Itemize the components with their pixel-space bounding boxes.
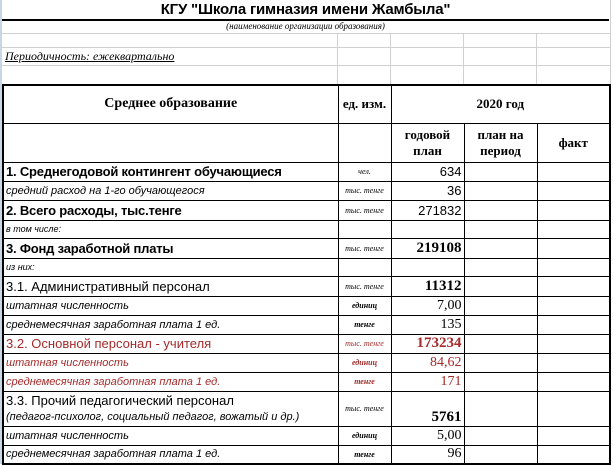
- row-label[interactable]: 3. Фонд заработной платы: [3, 238, 338, 258]
- row-unit[interactable]: единиц: [338, 426, 391, 445]
- row-unit[interactable]: тыс. тенге: [338, 181, 391, 200]
- row-unit[interactable]: тыс. тенге: [338, 334, 391, 353]
- table-row: [3, 296, 610, 315]
- row-label[interactable]: 3.1. Административный персонал: [3, 276, 338, 296]
- table-row: [3, 426, 610, 445]
- row-period-plan[interactable]: [464, 353, 537, 372]
- empty-cell[interactable]: [338, 123, 391, 162]
- row-annual-plan[interactable]: 219108: [391, 238, 464, 258]
- row-label[interactable]: штатная численность: [3, 353, 338, 372]
- row-unit[interactable]: [338, 258, 391, 276]
- row-fact[interactable]: [537, 200, 610, 220]
- row-annual-plan[interactable]: 7,00: [391, 296, 464, 315]
- row-label[interactable]: 3.2. Основной персонал - учителя: [3, 334, 338, 353]
- row-annual-plan[interactable]: 634: [391, 162, 464, 181]
- row-fact[interactable]: [537, 162, 610, 181]
- row-unit[interactable]: тенге: [338, 372, 391, 391]
- row-annual-plan[interactable]: 173234: [391, 334, 464, 353]
- row-period-plan[interactable]: [464, 181, 537, 200]
- header-row-2: [3, 123, 610, 162]
- row-unit[interactable]: [338, 220, 391, 238]
- gridline: [536, 33, 537, 84]
- report-table: [2, 84, 611, 465]
- row-unit[interactable]: тыс. тенге: [338, 276, 391, 296]
- table-row: [3, 181, 610, 200]
- table-row: [3, 353, 610, 372]
- row-fact[interactable]: [537, 258, 610, 276]
- row-label[interactable]: штатная численность: [3, 426, 338, 445]
- row-label[interactable]: среднемесячная заработная плата 1 ед.: [3, 445, 338, 464]
- row-label: 3.3. Прочий педагогический персонал: [6, 392, 234, 408]
- row-annual-plan[interactable]: 271832: [391, 200, 464, 220]
- periodicity-label: Периодичность: ежеквартально: [5, 49, 175, 63]
- table-row: [3, 162, 610, 181]
- row-annual-plan[interactable]: 36: [391, 181, 464, 200]
- row-unit[interactable]: чел.: [338, 162, 391, 181]
- table-row: [3, 200, 610, 220]
- row-unit[interactable]: тыс. тенге: [338, 238, 391, 258]
- row-annual-plan[interactable]: 5761: [391, 391, 464, 426]
- row-period-plan[interactable]: [464, 296, 537, 315]
- row-fact[interactable]: [537, 276, 610, 296]
- row-fact[interactable]: [537, 445, 610, 464]
- row-fact[interactable]: [537, 391, 610, 426]
- row-annual-plan[interactable]: 171: [391, 372, 464, 391]
- row-annual-plan[interactable]: 5,00: [391, 426, 464, 445]
- row-period-plan[interactable]: [464, 258, 537, 276]
- row-fact[interactable]: [537, 238, 610, 258]
- row-annual-plan[interactable]: 84,62: [391, 353, 464, 372]
- row-period-plan[interactable]: [464, 200, 537, 220]
- row-period-plan[interactable]: [464, 220, 537, 238]
- row-fact[interactable]: [537, 315, 610, 334]
- table-row: [3, 238, 610, 258]
- table-row: [3, 315, 610, 334]
- row-unit[interactable]: тыс. тенге: [338, 200, 391, 220]
- row-period-plan[interactable]: [464, 391, 537, 426]
- column-header-unit: ед. изм.: [338, 85, 391, 123]
- row-label-cell[interactable]: [3, 391, 338, 426]
- row-label[interactable]: из них:: [3, 258, 338, 276]
- header-row-1: [3, 85, 610, 123]
- row-label[interactable]: 2. Всего расходы, тыс.тенге: [3, 200, 338, 220]
- gridline: [2, 47, 611, 48]
- row-unit[interactable]: единиц: [338, 353, 391, 372]
- row-fact[interactable]: [537, 296, 610, 315]
- row-annual-plan[interactable]: 135: [391, 315, 464, 334]
- table-row: [3, 372, 610, 391]
- column-header-annual-plan: годовой план: [391, 123, 464, 162]
- table-row: [3, 276, 610, 296]
- org-subtitle: (наименование организации образования): [226, 21, 385, 31]
- row-period-plan[interactable]: [464, 426, 537, 445]
- row-label[interactable]: в том числе:: [3, 220, 338, 238]
- row-fact[interactable]: [537, 372, 610, 391]
- row-annual-plan[interactable]: [391, 258, 464, 276]
- gridline: [2, 33, 611, 34]
- table-row: [3, 334, 610, 353]
- row-period-plan[interactable]: [464, 162, 537, 181]
- row-annual-plan[interactable]: 11312: [391, 276, 464, 296]
- row-unit[interactable]: единиц: [338, 296, 391, 315]
- row-label[interactable]: штатная численность: [3, 296, 338, 315]
- row-note: (педагог-психолог, социальный педагог, вожатый и др.): [6, 410, 300, 423]
- row-unit[interactable]: тыс. тенге: [338, 391, 391, 426]
- column-header-section: Среднее образование: [3, 85, 338, 123]
- table-row: [3, 220, 610, 238]
- table-row: [3, 445, 610, 464]
- row-period-plan[interactable]: [464, 238, 537, 258]
- row-annual-plan[interactable]: [391, 220, 464, 238]
- row-period-plan[interactable]: [464, 315, 537, 334]
- row-label[interactable]: среднемесячная заработная плата 1 ед.: [3, 315, 338, 334]
- row-annual-plan[interactable]: 96: [391, 445, 464, 464]
- gridline: [390, 33, 391, 84]
- row-fact[interactable]: [537, 220, 610, 238]
- row-unit[interactable]: тенге: [338, 315, 391, 334]
- row-period-plan[interactable]: [464, 276, 537, 296]
- column-header-fact: факт: [537, 123, 610, 162]
- empty-cell[interactable]: [3, 123, 338, 162]
- row-fact[interactable]: [537, 353, 610, 372]
- row-fact[interactable]: [537, 334, 610, 353]
- gridline: [463, 33, 464, 84]
- row-period-plan[interactable]: [464, 445, 537, 464]
- row-label[interactable]: 1. Среднегодовой контингент обучающиеся: [3, 162, 338, 181]
- row-period-plan[interactable]: [464, 334, 537, 353]
- gridline: [337, 33, 338, 84]
- row-fact[interactable]: [537, 426, 610, 445]
- gridline: [2, 65, 611, 66]
- table-row: [3, 391, 610, 426]
- org-title: КГУ "Школа гимназия имени Жамбыла": [160, 1, 451, 18]
- column-header-year: 2020 год: [391, 85, 610, 123]
- row-label[interactable]: среднемесячная заработная плата 1 ед.: [3, 372, 338, 391]
- table-row: [3, 258, 610, 276]
- row-fact[interactable]: [537, 181, 610, 200]
- row-unit[interactable]: тенге: [338, 445, 391, 464]
- row-period-plan[interactable]: [464, 372, 537, 391]
- column-header-period-plan: план на период: [464, 123, 537, 162]
- row-label[interactable]: средний расход на 1-го обучающегося: [3, 181, 338, 200]
